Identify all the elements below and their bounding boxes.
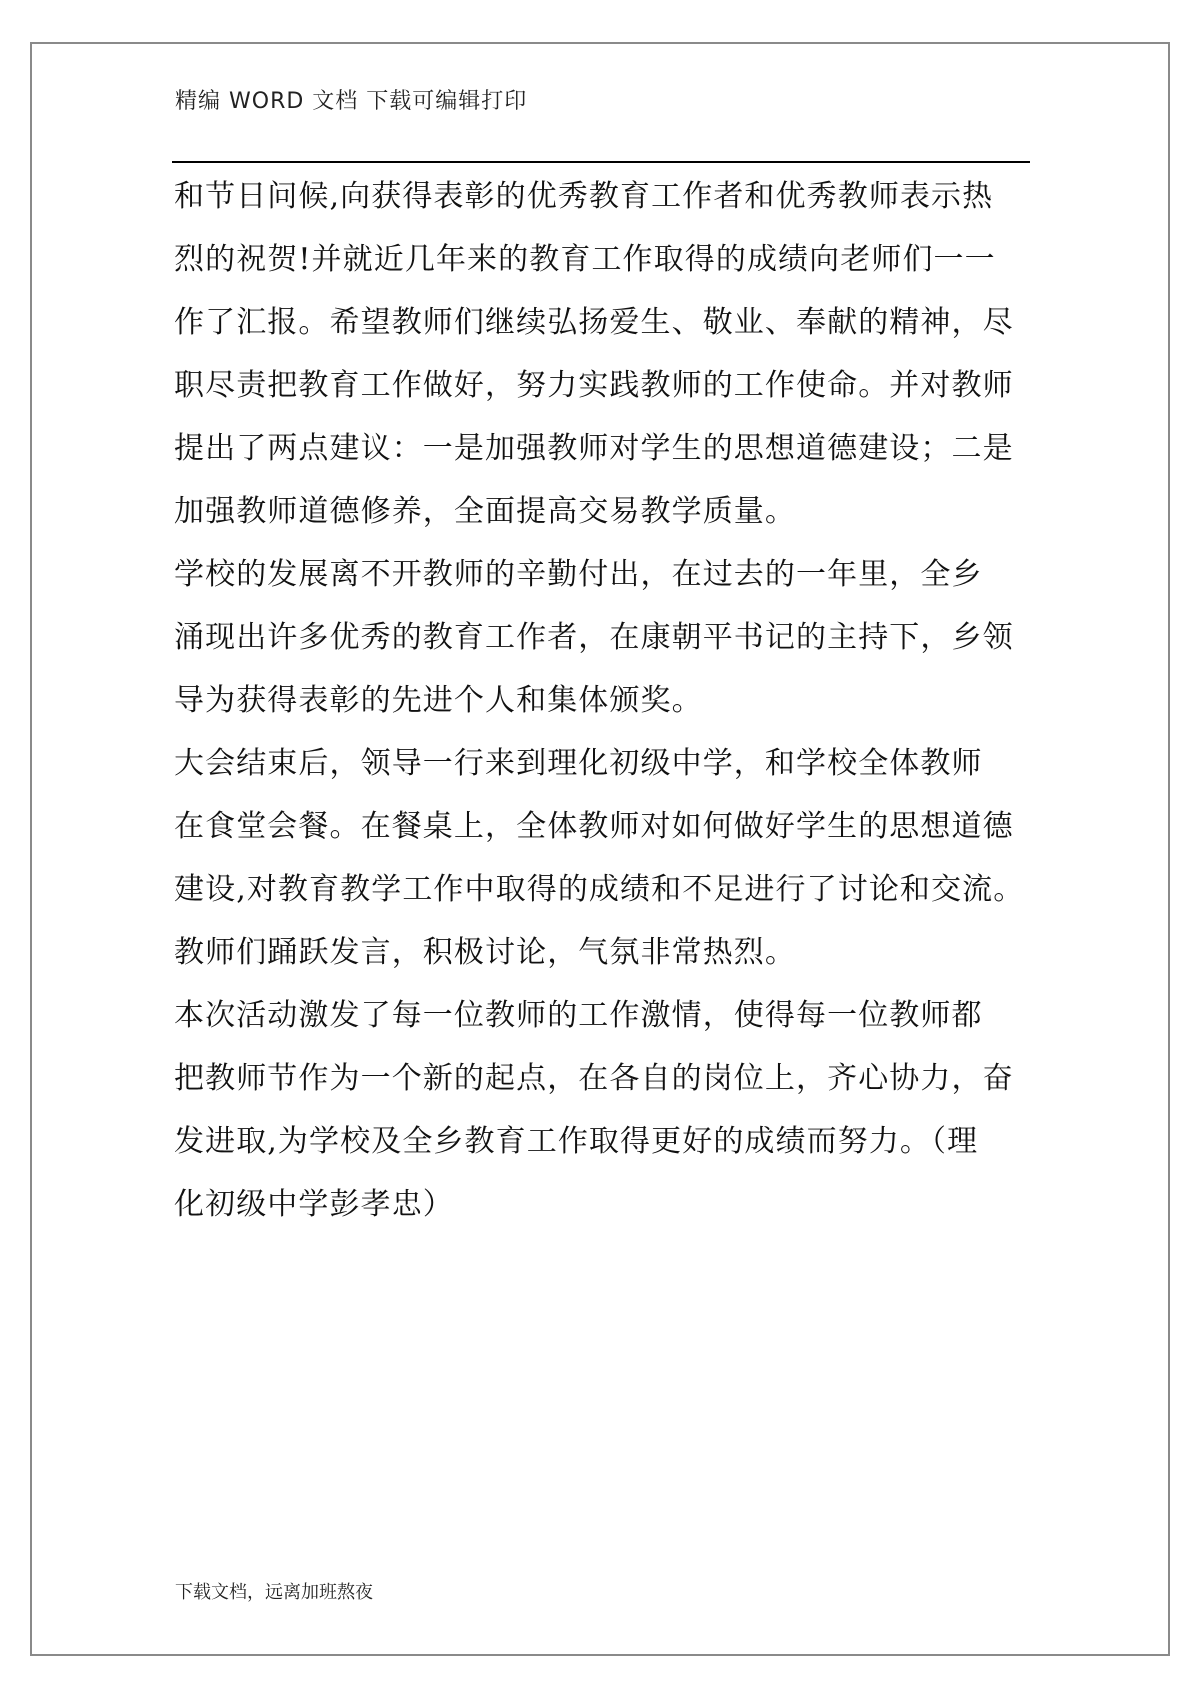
body-line: 本次活动激发了每一位教师的工作激情，使得每一位教师都 — [174, 998, 983, 1033]
body-line: 把教师节作为一个新的起点，在各自的岗位上，齐心协力，奋 — [174, 1061, 1014, 1096]
page-header: 精编 WORD 文档 下载可编辑打印 — [175, 89, 528, 114]
header-divider — [172, 161, 1030, 163]
body-line: 提出了两点建议：一是加强教师对学生的思想道德建设；二是 — [174, 431, 1014, 466]
body-line: 加强教师道德修养，全面提高交易教学质量。 — [174, 494, 796, 529]
body-line: 职尽责把教育工作做好，努力实践教师的工作使命。并对教师 — [174, 368, 1014, 403]
body-line: 导为获得表彰的先进个人和集体颁奖。 — [174, 683, 703, 718]
body-line: 学校的发展离不开教师的辛勤付出，在过去的一年里，全乡 — [174, 557, 983, 592]
body-line: 教师们踊跃发言，积极讨论，气氛非常热烈。 — [174, 935, 796, 970]
body-line: 涌现出许多优秀的教育工作者，在康朝平书记的主持下，乡领 — [174, 620, 1014, 655]
body-line: 化初级中学彭孝忠） — [174, 1187, 454, 1222]
body-line: 在食堂会餐。在餐桌上，全体教师对如何做好学生的思想道德 — [174, 809, 1014, 844]
body-line: 和节日问候,向获得表彰的优秀教育工作者和优秀教师表示热 — [174, 179, 994, 214]
body-line: 大会结束后，领导一行来到理化初级中学，和学校全体教师 — [174, 746, 983, 781]
body-line: 烈的祝贺!并就近几年来的教育工作取得的成绩向老师们一一 — [174, 242, 996, 277]
document-body — [174, 165, 1054, 1236]
body-line: 发进取,为学校及全乡教育工作取得更好的成绩而努力。（理 — [174, 1124, 979, 1159]
body-line: 建设,对教育教学工作中取得的成绩和不足进行了讨论和交流。 — [174, 872, 1025, 907]
page-footer: 下载文档，远离加班熬夜 — [175, 1582, 373, 1603]
body-line: 作了汇报。希望教师们继续弘扬爱生、敬业、奉献的精神，尽 — [174, 305, 1014, 340]
